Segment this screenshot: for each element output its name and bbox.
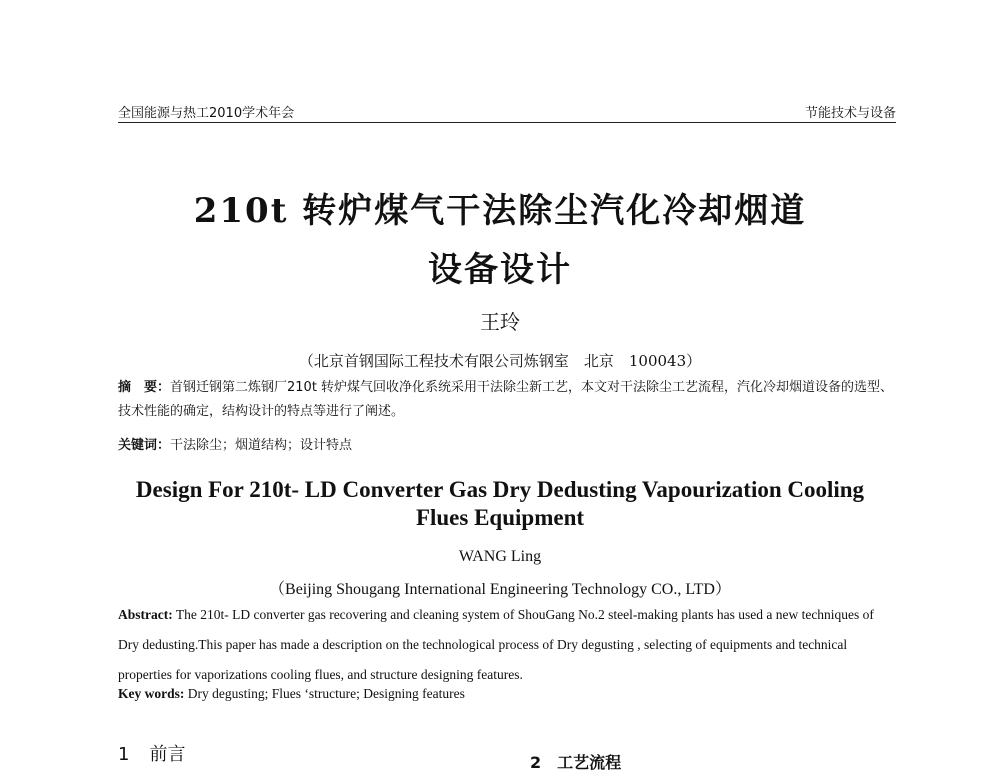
affiliation-en: （Beijing Shougang International Engineering Technology CO., LTD） <box>269 581 731 598</box>
title-en-line2: Flues Equipment <box>415 505 585 530</box>
section-2-heading-partial: 2 工艺流程 <box>530 753 622 772</box>
title-en-line1: Design For 210t- LD Converter Gas Dry Dedusting Vapourization Cooling <box>135 477 865 502</box>
abstract-cn-label: 摘 要： <box>118 380 171 395</box>
keywords-cn-label: 关键词： <box>118 438 171 453</box>
keywords-en <box>118 686 896 702</box>
title-cn-line1: 210t 转炉煤气干法除尘汽化冷却烟道 <box>193 191 807 231</box>
abstract-en-text: The 210t- LD converter gas recovering and cleaning system of ShouGang No.2 steel-making plants has used a new techniques of Dry dedusting.This paper has made a description on the technological process of Dry degusting , selecting of equipments and technical properties for vaporizations cooling flues, and structure designing features. <box>118 607 874 682</box>
header-conference: 全国能源与热工2010学术年会 <box>118 106 295 121</box>
author-en: WANG Ling <box>458 548 542 565</box>
keywords-cn-text: 干法除尘；烟道结构；设计特点 <box>170 438 353 453</box>
section-1-title: 前言 <box>149 744 186 765</box>
author-cn: 王玲 <box>480 310 520 334</box>
header-section: 节能技术与设备 <box>804 106 896 121</box>
keywords-cn <box>118 434 896 458</box>
section-1-heading <box>118 740 185 766</box>
section-1-number: 1 <box>118 744 130 765</box>
abstract-en <box>118 600 896 690</box>
keywords-en-label: Key words: <box>118 686 185 701</box>
running-header <box>118 100 896 123</box>
keywords-en-text: Dry degusting; Flues ‘structure; Designing features <box>187 686 465 701</box>
title-cn-line2: 设备设计 <box>428 250 572 290</box>
abstract-cn-text: 首钢迁钢第二炼钢厂210t 转炉煤气回收净化系统采用干法除尘新工艺，本文对干法除尘工艺流程，汽化冷却烟道设备的选型、技术性能的确定，结构设计的特点等进行了阐述。 <box>118 380 894 419</box>
affiliation-cn: （北京首钢国际工程技术有限公司炼钢室 北京 100043） <box>298 352 702 370</box>
abstract-cn <box>118 376 896 424</box>
abstract-en-label: Abstract: <box>118 607 173 622</box>
